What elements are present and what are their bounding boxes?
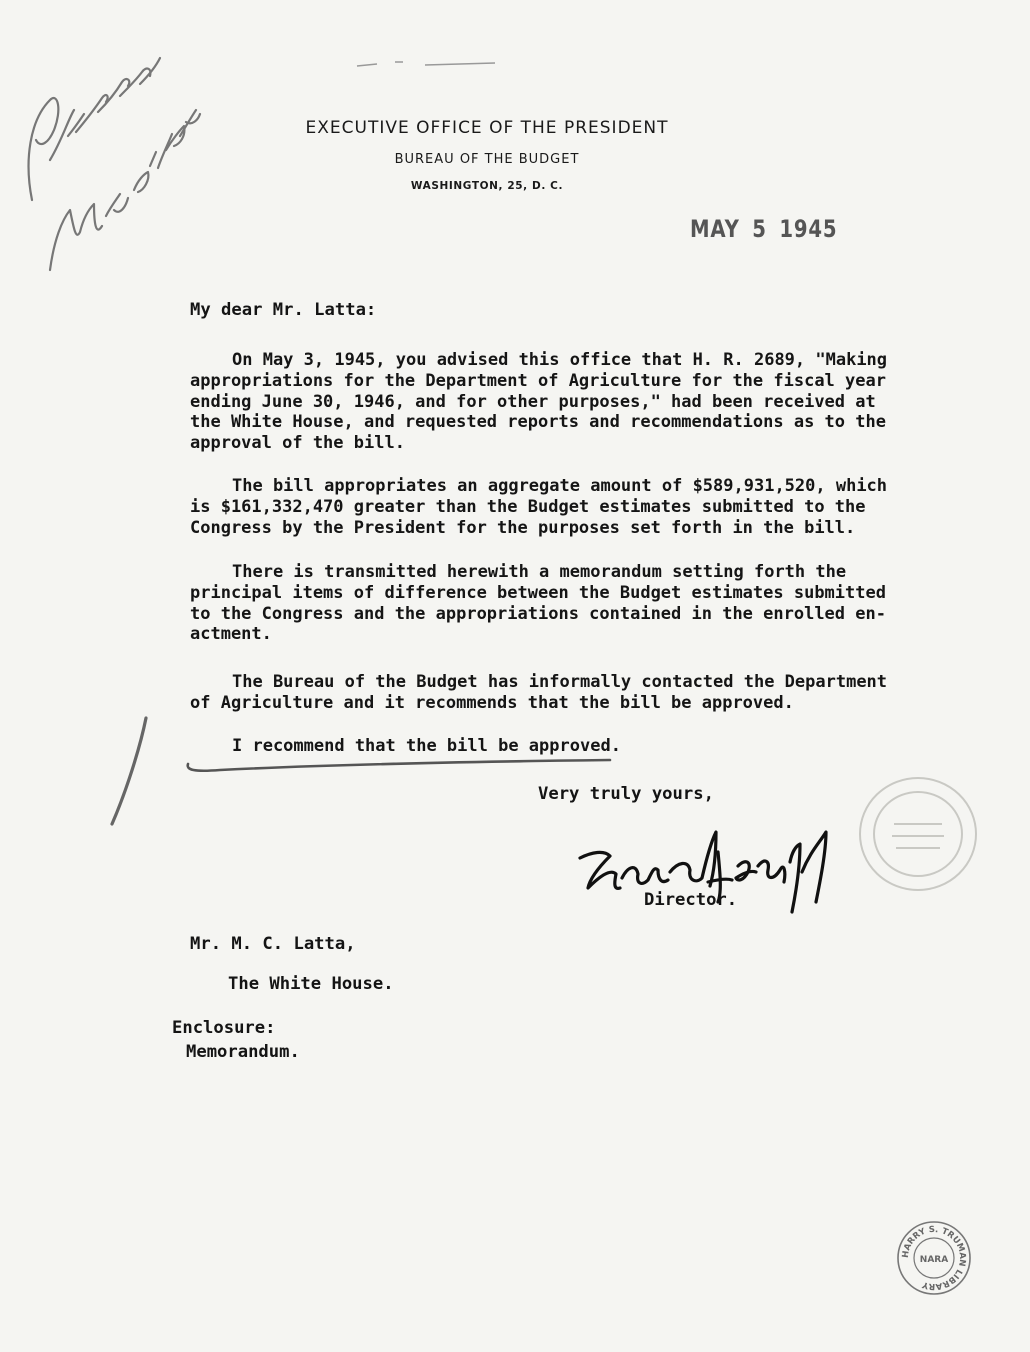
faint-marks — [355, 58, 505, 72]
faded-receipt-stamp — [838, 774, 988, 894]
paragraph-2 — [190, 476, 930, 538]
paragraph-line: The Bureau of the Budget has informally contacted the Department — [232, 672, 888, 692]
enclosure-item: Memorandum. — [186, 1042, 300, 1062]
paragraph-line: On May 3, 1945, you advised this office that H. R. 2689, "Making — [232, 350, 888, 370]
enclosure-label: Enclosure: — [172, 1018, 276, 1038]
paragraph-line: is $161,332,470 greater than the Budget estimates submitted to the — [190, 496, 866, 517]
paragraph-1 — [190, 350, 930, 454]
svg-text:HARRY S. TRUMAN LIBRARY: HARRY S. TRUMAN LIBRARY — [900, 1224, 968, 1292]
paragraph-line: of Agriculture and it recommends that the bill be approved. — [190, 692, 794, 713]
letterhead-bureau: BUREAU OF THE BUDGET — [394, 152, 580, 167]
handwritten-underline — [180, 748, 620, 778]
truman-library-seal — [896, 1220, 972, 1296]
addressee-name: Mr. M. C. Latta, — [190, 934, 356, 954]
paragraph-line: Congress by the President for the purposes set forth in the bill. — [190, 517, 856, 538]
paragraph-line: actment. — [190, 624, 272, 645]
addressee-place: The White House. — [228, 974, 394, 994]
paragraph-line: principal items of difference between the Budget estimates submitted — [190, 582, 886, 603]
svg-text:NARA: NARA — [919, 1255, 949, 1265]
paragraph-line: appropriations for the Department of Agriculture for the fiscal year — [190, 370, 886, 391]
paragraph-line: The bill appropriates an aggregate amount of $589,931,520, which — [232, 476, 888, 496]
letterhead-title: EXECUTIVE OFFICE OF THE PRESIDENT — [305, 118, 669, 138]
signature-title: Director. — [644, 890, 738, 910]
paragraph-4 — [190, 672, 930, 714]
closing: Very truly yours, — [538, 784, 714, 804]
paragraph-line: There is transmitted herewith a memorandum setting forth the — [232, 562, 847, 582]
letterhead-address: WASHINGTON, 25, D. C. — [410, 180, 564, 192]
paragraph-line: I recommend that the bill be approved. — [232, 736, 621, 756]
paragraph-line: ending June 30, 1946, and for other purposes," had been received at — [190, 391, 876, 412]
paragraph-3 — [190, 562, 930, 645]
salutation: My dear Mr. Latta: — [190, 300, 377, 320]
pencil-check-mark — [100, 712, 160, 832]
paragraph-line: the White House, and requested reports and recommendations as to the — [190, 412, 886, 433]
paragraph-line: to the Congress and the appropriations contained in the enrolled en- — [190, 603, 886, 624]
paragraph-line: approval of the bill. — [190, 433, 405, 454]
date-stamp: MAY 5 1945 — [690, 215, 838, 243]
